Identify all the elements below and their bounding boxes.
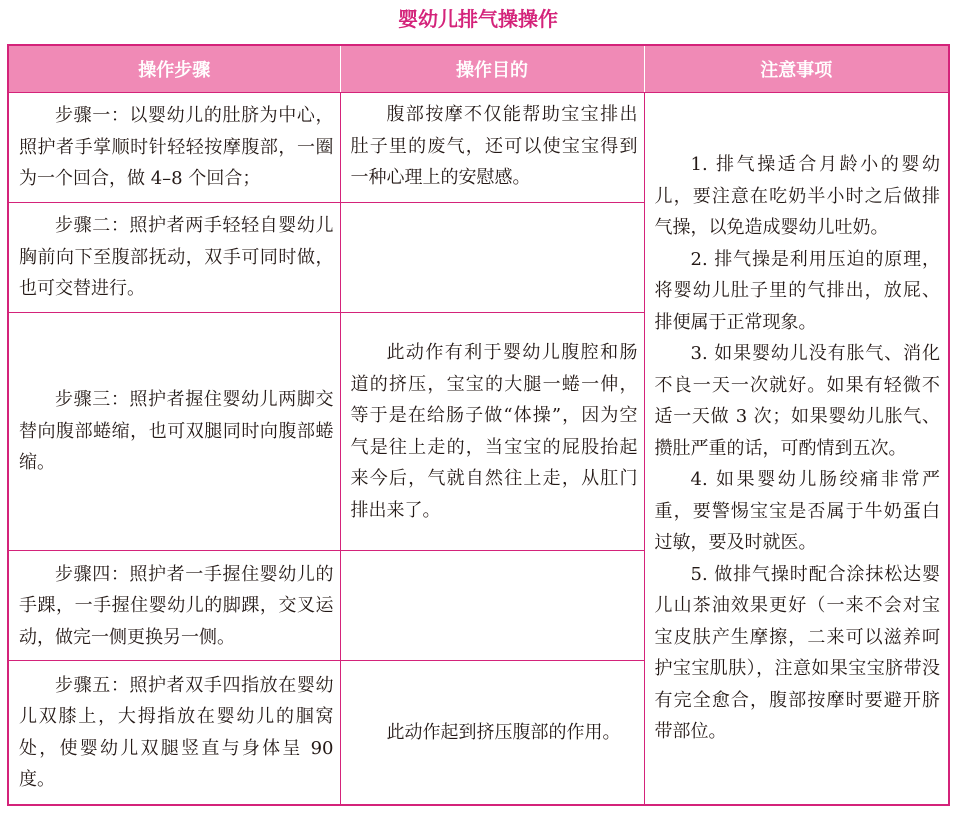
purpose-3-cell: 此动作有利于婴幼儿腹腔和肠道的挤压，宝宝的大腿一蜷一伸，等于是在给肠子做“体操”，因为空气是往上走的，当宝宝的屁股抬起来今后，气就自然往上走，从肛门排出来了。 [340, 313, 644, 551]
purpose-2-cell [340, 203, 644, 313]
page-title: 婴幼儿排气操操作 [398, 7, 558, 31]
note-item: 5. 做排气操时配合涂抹松达婴儿山茶油效果更好（一来不会对宝宝皮肤产生摩擦，二来可以滋养呵护宝宝肌肤），注意如果宝宝脐带没有完全愈合，腹部按摩时要避开脐带部位。 [654, 563, 940, 743]
step-2-cell: 步骤二：照护者两手轻轻自婴幼儿胸前向下至腹部抚动，双手可同时做，也可交替进行。 [8, 203, 340, 313]
purpose-4-cell [340, 551, 644, 661]
step-1-cell: 步骤一：以婴幼儿的肚脐为中心，照护者手掌顺时针轻轻按摩腹部，一圈为一个回合，做 4–8 个回合； [8, 93, 340, 203]
table-header-row [8, 45, 949, 93]
step-3-cell: 步骤三：照护者握住婴幼儿两脚交替向腹部蜷缩，也可双腿同时向腹部蜷缩。 [8, 313, 340, 551]
note-item: 3. 如果婴幼儿没有胀气、消化不良一天一次就好。如果有轻微不适一天做 3 次；如果婴幼儿胀气、攒肚严重的话，可酌情到五次。 [654, 343, 940, 459]
purpose-5-cell: 此动作起到挤压腹部的作用。 [340, 661, 644, 805]
note-item: 2. 排气操是利用压迫的原理，将婴幼儿肚子里的气排出，放屁、排便属于正常现象。 [654, 248, 940, 333]
infant-gas-exercise-table [7, 44, 950, 806]
table-row [8, 93, 949, 203]
notes-cell [644, 93, 949, 806]
header-steps: 操作步骤 [8, 45, 340, 93]
header-purpose: 操作目的 [340, 45, 644, 93]
note-item: 1. 排气操适合月龄小的婴幼儿，要注意在吃奶半小时之后做排气操，以免造成婴幼儿吐奶。 [654, 154, 940, 239]
header-notes: 注意事项 [644, 45, 949, 93]
step-5-cell: 步骤五：照护者双手四指放在婴幼儿双膝上，大拇指放在婴幼儿的腘窝处，使婴幼儿双腿竖直与身体呈 90 度。 [8, 661, 340, 805]
step-4-cell: 步骤四：照护者一手握住婴幼儿的手踝，一手握住婴幼儿的脚踝，交叉运动，做完一侧更换另一侧。 [8, 551, 340, 661]
purpose-1-cell: 腹部按摩不仅能帮助宝宝排出肚子里的废气，还可以使宝宝得到一种心理上的安慰感。 [340, 93, 644, 203]
note-item: 4. 如果婴幼儿肠绞痛非常严重，要警惕宝宝是否属于牛奶蛋白过敏，要及时就医。 [654, 469, 940, 554]
